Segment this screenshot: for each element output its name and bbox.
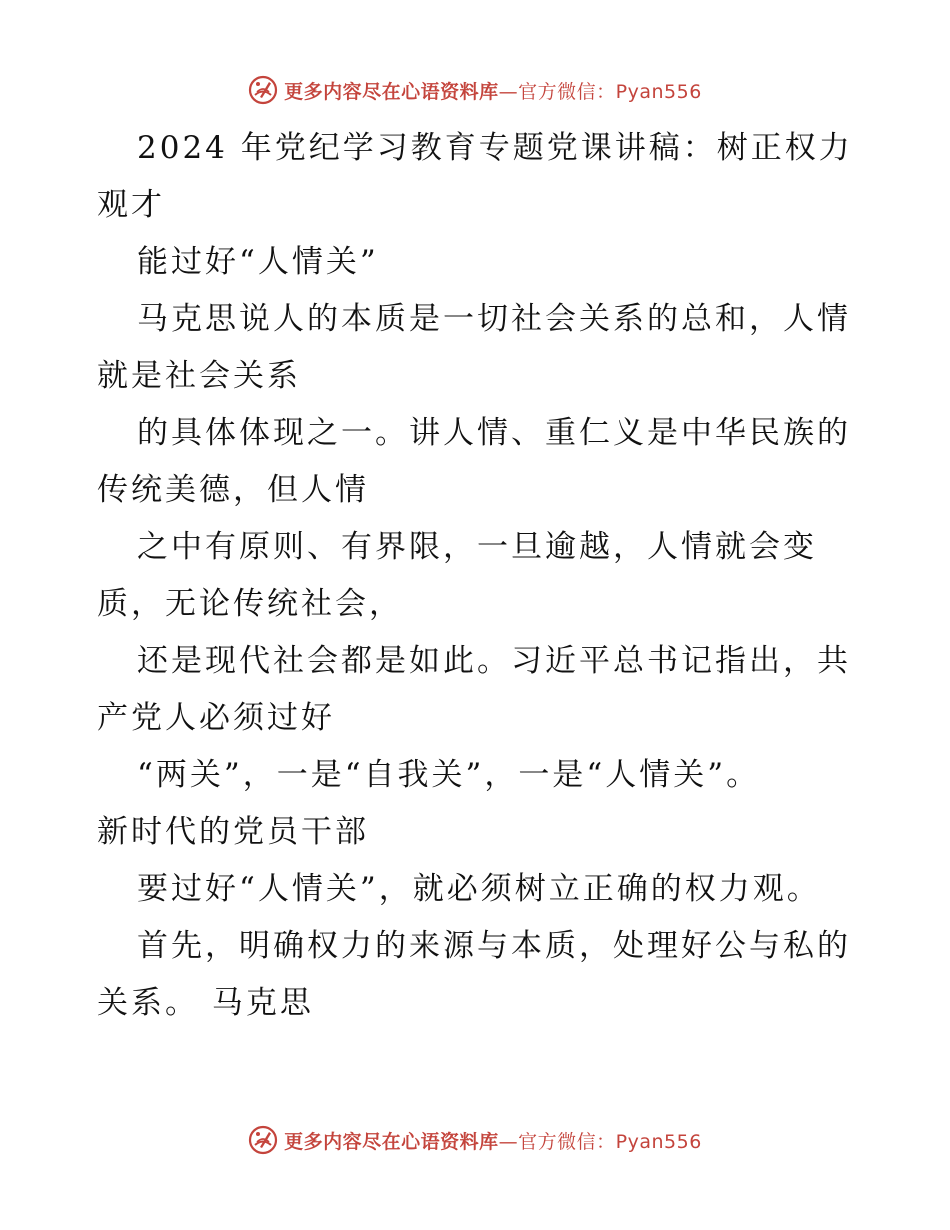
text-line: 马克思说人的本质是一切社会关系的总和，人情 [137, 301, 851, 337]
text-line: 产党人必须过好 [97, 700, 335, 736]
text-line: 传统美德，但人情 [97, 472, 369, 508]
banner-suffix-text: 官方微信：Pyan556 [518, 80, 702, 103]
book-pen-logo-icon [248, 1125, 278, 1155]
text-line: 还是现代社会都是如此。习近平总书记指出，共 [137, 643, 851, 679]
text-line: 首先，明确权力的来源与本质，处理好公与私的 [137, 928, 851, 964]
banner-main-text: 更多内容尽在心语资料库 [284, 80, 499, 103]
text-line: “两关”，一是“自我关”，一是“人情关”。 [137, 757, 761, 793]
banner-text [284, 77, 702, 104]
footer-banner [0, 1120, 950, 1160]
text-line: 关系。 马克思 [97, 985, 314, 1021]
text-line: 观才 [97, 187, 165, 223]
banner-main-text: 更多内容尽在心语资料库 [284, 1130, 499, 1153]
banner-separator: — [498, 1130, 519, 1153]
banner-suffix-text: 官方微信：Pyan556 [518, 1130, 702, 1153]
text-line: 就是社会关系 [97, 358, 301, 394]
banner-text [284, 1127, 702, 1154]
text-line: 要过好“人情关”，就必须树立正确的权力观。 [137, 871, 821, 907]
header-banner [0, 70, 950, 110]
text-line: 质，无论传统社会， [97, 586, 403, 622]
text-line: 2024 年党纪学习教育专题党课讲稿：树正权力 [137, 130, 853, 166]
banner-separator: — [498, 80, 519, 103]
text-line: 之中有原则、有界限，一旦逾越，人情就会变 [137, 529, 817, 565]
document-body [97, 120, 857, 1032]
book-pen-logo-icon [248, 75, 278, 105]
text-line: 新时代的党员干部 [97, 814, 369, 850]
text-line: 的具体体现之一。讲人情、重仁义是中华民族的 [137, 415, 851, 451]
text-line: 能过好“人情关” [137, 244, 379, 280]
